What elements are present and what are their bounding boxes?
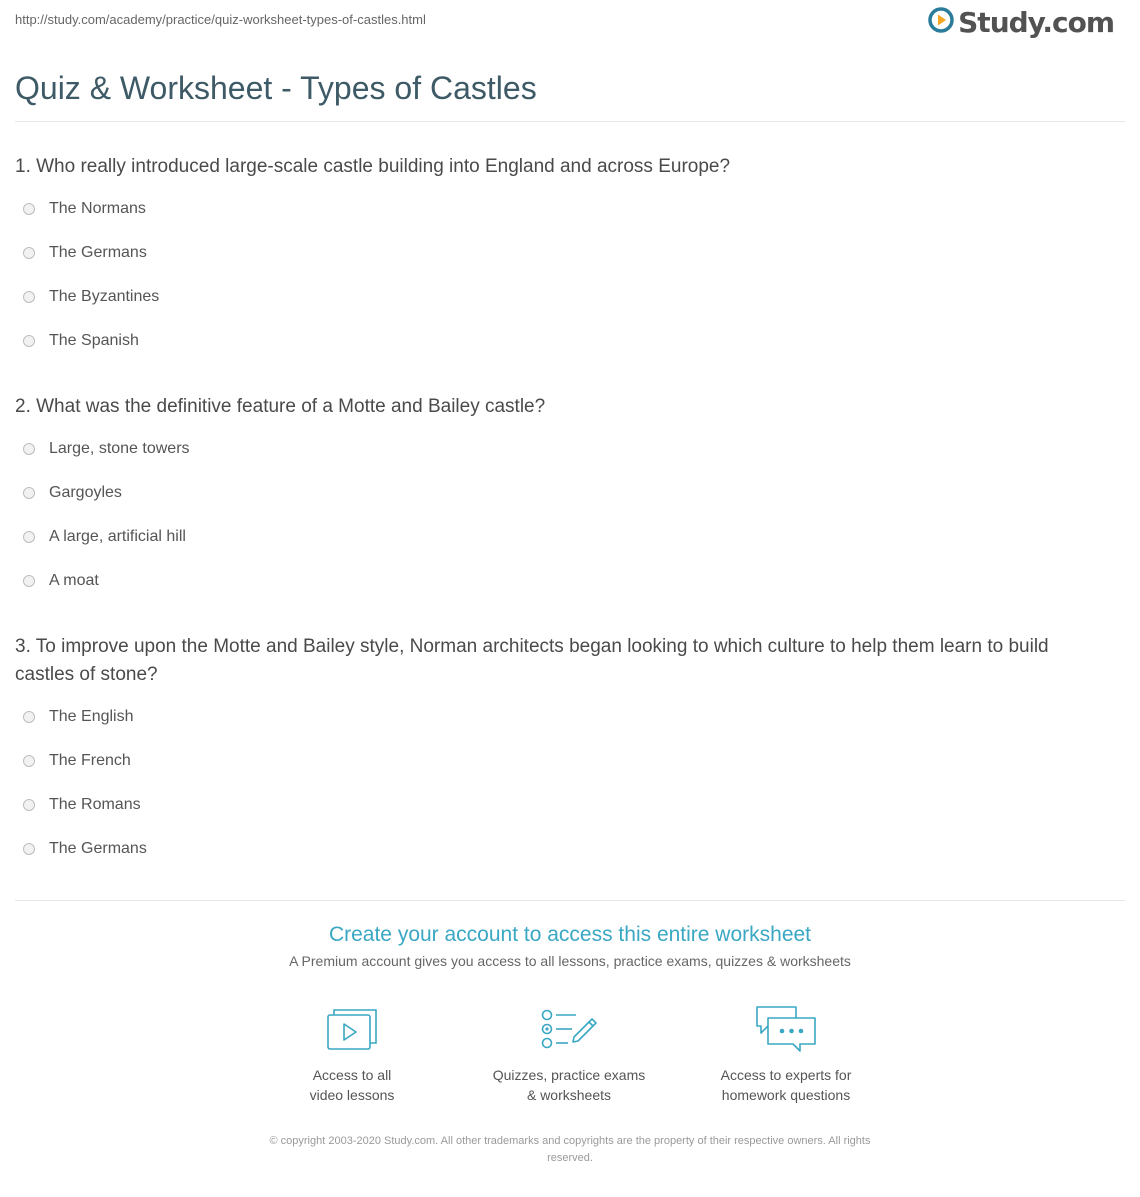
feature-line: Access to all: [312, 1067, 392, 1083]
option-q3-c[interactable]: [23, 796, 141, 814]
option-q3-d[interactable]: [23, 840, 147, 858]
option-label: A large, artificial hill: [49, 528, 186, 545]
option-label: Gargoyles: [49, 484, 122, 501]
option-label: A moat: [49, 572, 99, 589]
chat-bubbles-icon: [686, 1003, 886, 1055]
copyright-line: reserved.: [547, 1152, 593, 1164]
cta-divider: [15, 900, 1125, 901]
option-q3-a[interactable]: [23, 708, 134, 726]
title-divider: [15, 121, 1125, 122]
option-label: The Spanish: [49, 332, 139, 349]
page-url: http://study.com/academy/practice/quiz-worksheet-types-of-castles.html: [15, 12, 426, 27]
option-label: The English: [49, 708, 134, 725]
radio-button[interactable]: [23, 247, 35, 259]
question-3: 3. To improve upon the Motte and Bailey style, Norman architects began looking to which culture to help them learn to build castles of stone?: [15, 636, 1049, 685]
feature-video-lessons: [252, 1003, 452, 1105]
radio-button[interactable]: [23, 291, 35, 303]
radio-button[interactable]: [23, 843, 35, 855]
question-2: 2. What was the definitive feature of a Motte and Bailey castle?: [15, 396, 546, 417]
feature-line: Access to experts for: [720, 1067, 852, 1083]
option-q3-b[interactable]: [23, 752, 131, 770]
radio-button[interactable]: [23, 203, 35, 215]
play-circle-icon: [928, 7, 954, 38]
option-label: The Romans: [49, 796, 141, 813]
feature-experts: [686, 1003, 886, 1105]
copyright: [210, 1133, 930, 1167]
question-1: 1. Who really introduced large-scale castle building into England and across Europe?: [15, 156, 731, 177]
logo-text: Study.com: [958, 6, 1114, 39]
feature-line: homework questions: [721, 1087, 851, 1103]
option-q2-d[interactable]: [23, 572, 99, 590]
copyright-line: © copyright 2003-2020 Study.com. All other trademarks and copyrights are the property of their respective owners. All rights: [269, 1135, 871, 1147]
page-title: Quiz & Worksheet - Types of Castles: [15, 70, 537, 106]
cta-subtitle: A Premium account gives you access to all lessons, practice exams, quizzes & worksheets: [289, 953, 851, 969]
feature-quizzes: [469, 1003, 669, 1105]
feature-line: Quizzes, practice exams: [492, 1067, 646, 1083]
radio-button[interactable]: [23, 575, 35, 587]
option-q1-a[interactable]: [23, 200, 146, 218]
option-q2-b[interactable]: [23, 484, 122, 502]
radio-button[interactable]: [23, 335, 35, 347]
study-logo[interactable]: [928, 6, 1114, 39]
feature-line: & worksheets: [526, 1087, 612, 1103]
radio-button[interactable]: [23, 755, 35, 767]
option-label: Large, stone towers: [49, 440, 190, 457]
option-label: The Germans: [49, 840, 147, 857]
option-q1-d[interactable]: [23, 332, 139, 350]
option-q1-b[interactable]: [23, 244, 147, 262]
option-label: The Byzantines: [49, 288, 160, 305]
option-label: The Normans: [49, 200, 146, 217]
quiz-checklist-icon: [469, 1003, 669, 1055]
radio-button[interactable]: [23, 531, 35, 543]
feature-line: video lessons: [309, 1087, 395, 1103]
radio-button[interactable]: [23, 487, 35, 499]
radio-button[interactable]: [23, 711, 35, 723]
option-q1-c[interactable]: [23, 288, 159, 306]
radio-button[interactable]: [23, 443, 35, 455]
option-label: The French: [49, 752, 131, 769]
option-q2-a[interactable]: [23, 440, 190, 458]
option-q2-c[interactable]: [23, 528, 186, 546]
video-lessons-icon: [252, 1003, 452, 1055]
cta-title[interactable]: Create your account to access this entire worksheet: [328, 923, 812, 946]
radio-button[interactable]: [23, 799, 35, 811]
option-label: The Germans: [49, 244, 147, 261]
